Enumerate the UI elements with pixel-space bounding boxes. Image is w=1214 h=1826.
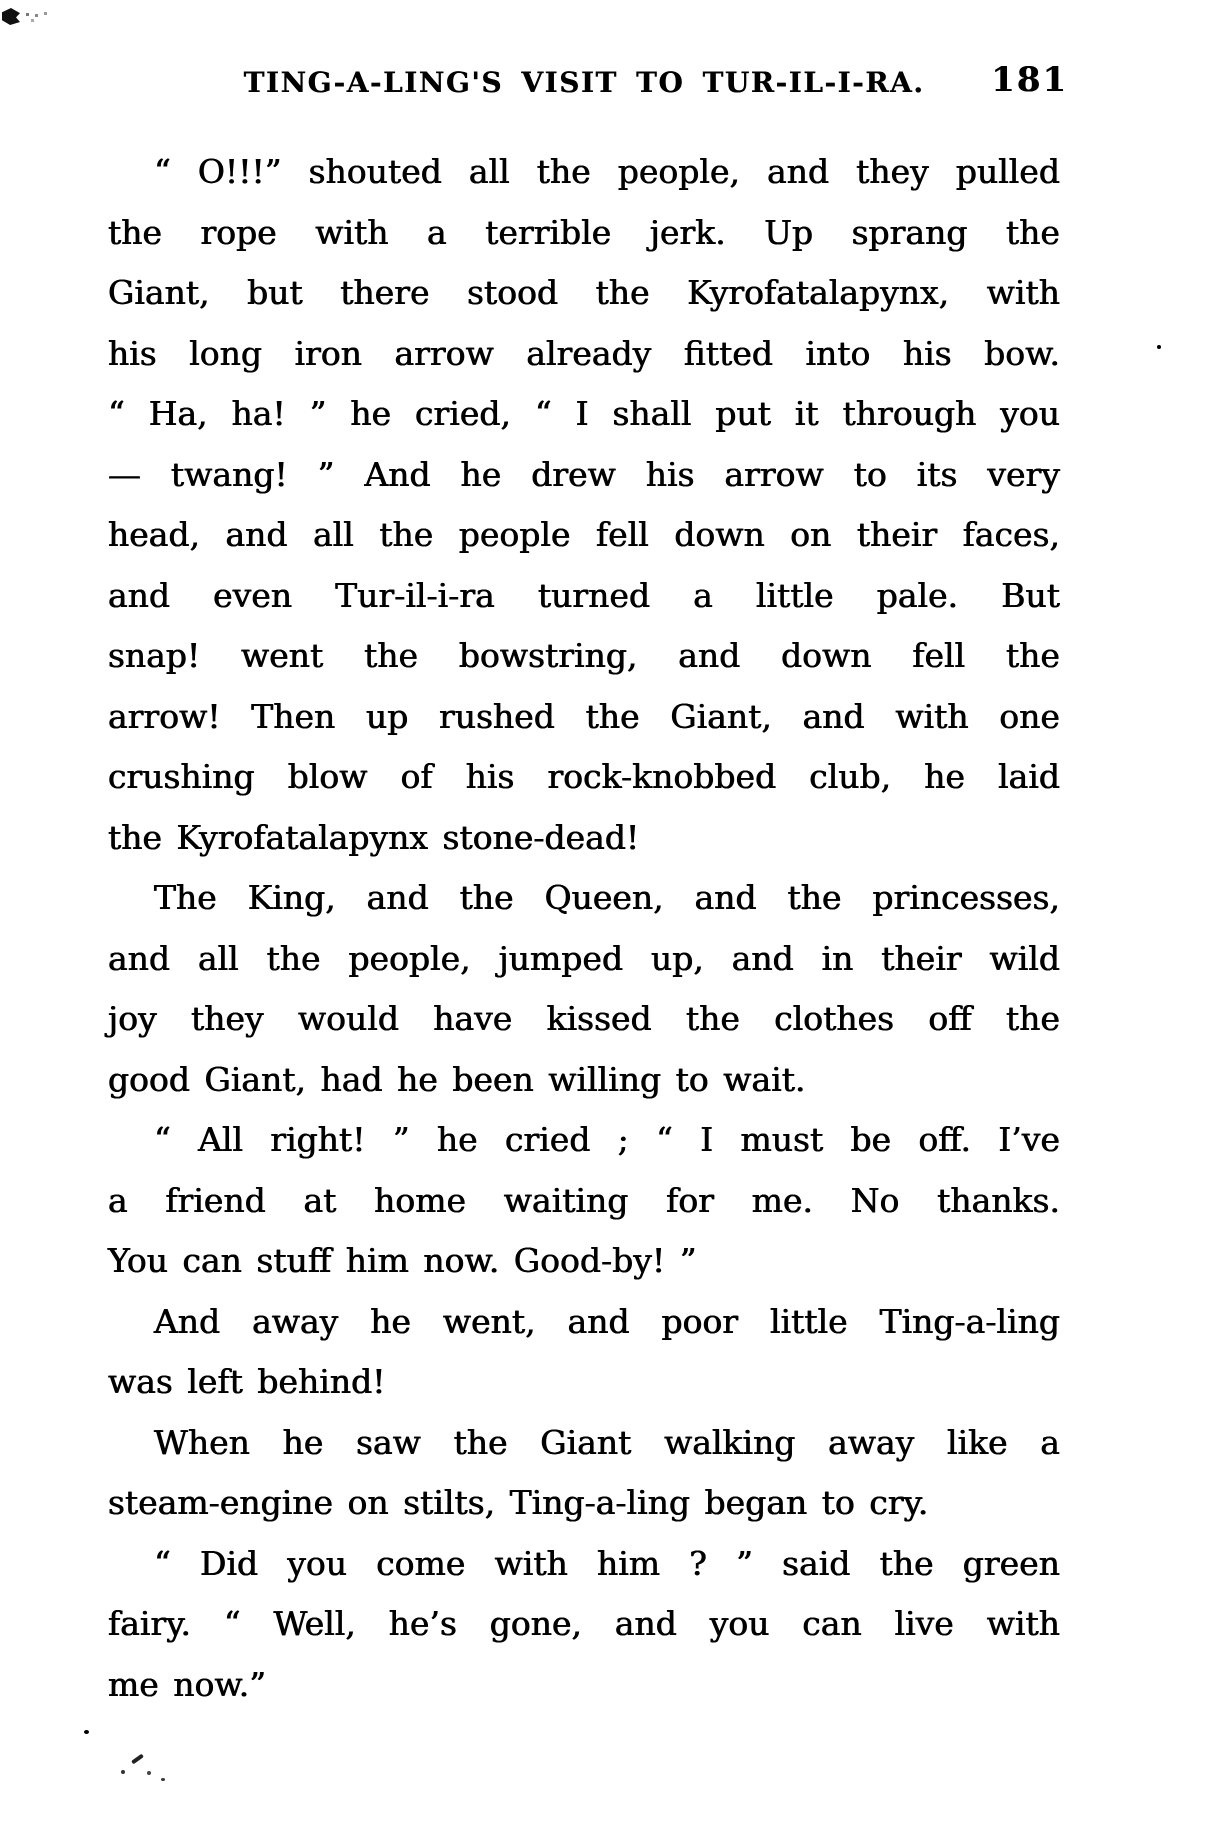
text-line: was left behind! — [108, 1362, 386, 1401]
text-line: Giant, but there stood the Kyrofatalapynx, with — [108, 273, 1060, 312]
paragraph — [108, 1292, 1060, 1413]
pencil-mark-dot — [121, 1770, 125, 1774]
text-line: joy they would have kissed the clothes off the — [108, 999, 1060, 1038]
text-line: good Giant, had he been willing to wait. — [108, 1059, 806, 1099]
text-line: crushing blow of his rock-knobbed club, he laid — [108, 757, 1060, 796]
pencil-mark-dot — [147, 1771, 151, 1775]
text-line: You can stuff him now. Good-by! ” — [108, 1241, 697, 1280]
pencil-mark-stroke — [131, 1754, 144, 1765]
text-line: and even Tur-il-i-ra turned a little pale. But — [108, 575, 1060, 615]
paragraph — [108, 1110, 1060, 1292]
text-line: steam-engine on stilts, Ting-a-ling began to cry. — [108, 1483, 929, 1522]
text-line: a friend at home waiting for me. No thanks. — [108, 1180, 1060, 1220]
text-line: me now.” — [108, 1664, 267, 1704]
text-line: When he saw the Giant walking away like a — [154, 1422, 1060, 1462]
text-line: and all the people, jumped up, and in their wild — [108, 938, 1060, 978]
ink-speck-bottom-left — [84, 1730, 89, 1734]
ink-smudge-dots — [26, 13, 29, 16]
text-line: And away he went, and poor little Ting-a-ling — [154, 1301, 1060, 1341]
text-line: snap! went the bowstring, and down fell the — [108, 636, 1060, 675]
text-line: “ All right! ” he cried ; “ I must be off. I’ve — [154, 1120, 1060, 1159]
text-line: The King, and the Queen, and the princesses, — [154, 878, 1060, 917]
text-line: the Kyrofatalapynx stone-dead! — [108, 817, 640, 857]
text-line: “ Ha, ha! ” he cried, “ I shall put it through you — [108, 394, 1060, 433]
text-line: “ Did you come with him ? ” said the green — [154, 1543, 1060, 1583]
pencil-mark-dot — [161, 1778, 165, 1781]
paragraph — [108, 142, 1060, 868]
paragraph — [108, 1413, 1060, 1534]
page-number: 181 — [991, 60, 1068, 100]
ink-speck-right-margin — [1157, 345, 1161, 349]
ink-smudge-top-left — [2, 8, 20, 25]
paragraph — [108, 1534, 1060, 1716]
text-line: “ O!!!” shouted all the people, and they pulled — [154, 152, 1060, 191]
text-line: the rope with a terrible jerk. Up sprang the — [108, 212, 1060, 252]
running-head — [108, 66, 1060, 110]
text-line: his long iron arrow already fitted into his bow. — [108, 333, 1060, 373]
text-line: head, and all the people fell down on their faces, — [108, 515, 1060, 554]
paragraph — [108, 868, 1060, 1110]
text-line: — twang! ” And he drew his arrow to its very — [108, 454, 1060, 494]
page-body-text — [108, 142, 1060, 1715]
text-line: fairy. “ Well, he’s gone, and you can live with — [108, 1604, 1060, 1643]
text-line: arrow! Then up rushed the Giant, and with one — [108, 696, 1060, 736]
chapter-title: TING-A-LING'S VISIT TO TUR-IL-I-RA. — [243, 66, 925, 99]
